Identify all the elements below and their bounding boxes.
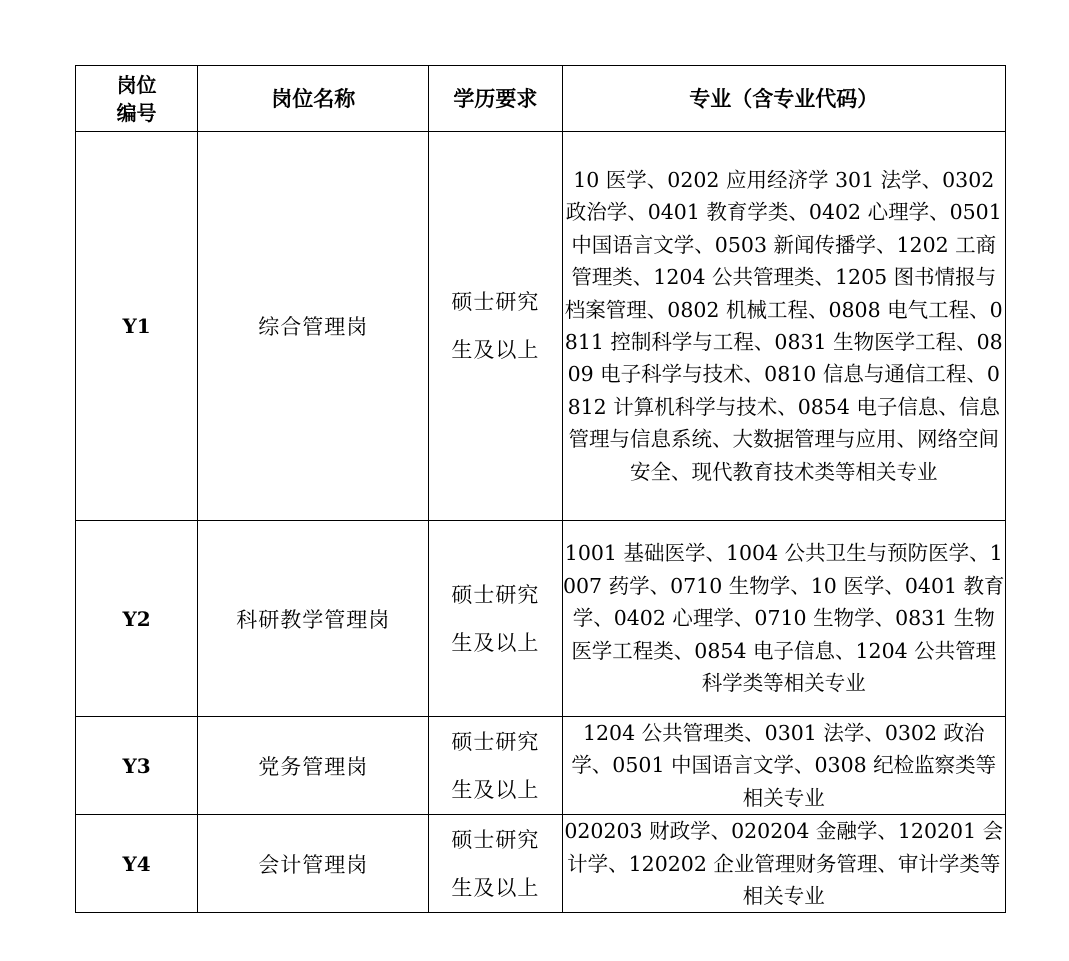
position-name: 党务管理岗: [198, 717, 429, 815]
header-major: 专业（含专业代码）: [562, 66, 1006, 132]
header-position-code-line1: 岗位: [116, 72, 157, 97]
header-education: 学历要求: [429, 66, 562, 132]
header-position-name: 岗位名称: [198, 66, 429, 132]
education-requirement: [429, 132, 562, 521]
education-line: 硕士研究: [451, 827, 540, 852]
position-name: 科研教学管理岗: [198, 521, 429, 717]
table-row: [76, 132, 1006, 521]
position-code: Y2: [76, 521, 198, 717]
position-code: Y3: [76, 717, 198, 815]
education-line: 生及以上: [451, 338, 540, 362]
education-requirement: [429, 521, 562, 717]
education-line: 硕士研究: [451, 290, 540, 314]
table-header-row: [76, 66, 1006, 132]
header-position-code-line2: 编号: [116, 100, 157, 125]
header-position-code: [76, 66, 198, 132]
major-requirement: 020203 财政学、020204 金融学、120201 会计学、120202 企业管理财务管理、审计学类等相关专业: [562, 815, 1006, 913]
major-requirement: 10 医学、0202 应用经济学 301 法学、0302 政治学、0401 教育学类、0402 心理学、0501 中国语言文学、0503 新闻传播学、1202 工商管理类、1204 公共管理类、1205 图书情报与档案管理、0802 机械工程、0808 电气工程、0811 控制科学与工程、0831 生物医学工程、0809 电子科学与技术、0810 信息与通信工程、0812 计算机科学与技术、0854 电子信息、信息管理与信息系统、大数据管理与应用、网络空间安全、现代教育技术类等相关专业: [562, 132, 1006, 521]
education-requirement: [429, 815, 562, 913]
position-code: Y1: [76, 132, 198, 521]
education-requirement: [429, 717, 562, 815]
major-requirement: 1204 公共管理类、0301 法学、0302 政治学、0501 中国语言文学、0308 纪检监察类等相关专业: [562, 717, 1006, 815]
position-name: 会计管理岗: [198, 815, 429, 913]
position-name: 综合管理岗: [198, 132, 429, 521]
table-row: [76, 717, 1006, 815]
job-positions-table: [75, 65, 1006, 913]
major-requirement: 1001 基础医学、1004 公共卫生与预防医学、1007 药学、0710 生物学、10 医学、0401 教育学、0402 心理学、0710 生物学、0831 生物医学工程类、0854 电子信息、1204 公共管理科学类等相关专业: [562, 521, 1006, 717]
table-row: [76, 521, 1006, 717]
table-row: [76, 815, 1006, 913]
education-line: 生及以上: [451, 777, 540, 802]
education-line: 生及以上: [451, 875, 540, 900]
education-line: 硕士研究: [451, 729, 540, 754]
position-code: Y4: [76, 815, 198, 913]
education-line: 硕士研究: [451, 582, 540, 607]
education-line: 生及以上: [451, 630, 540, 655]
